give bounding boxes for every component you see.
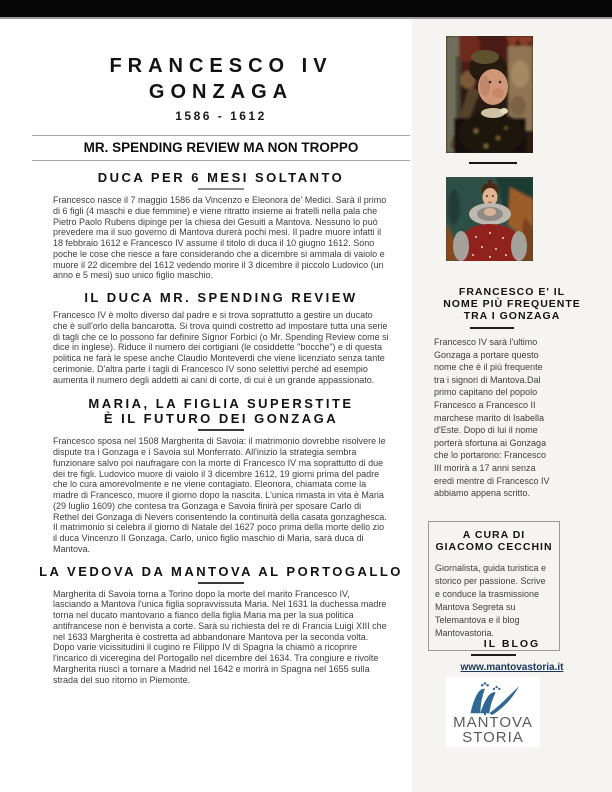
section-body-vedova: Margherita di Savoia torna a Torino dopo la morte del marito Francesco IV, lasciando a Mantova l'unica figlia sopravvissuta Maria. Nel 1631 la duchessa madre torna nel ducato mantovano a fianco della figlia Maria ma per la sua politica antifrancese non è benvista a corte. Sarà su richiesta del re di Francia Luigi XIII che nel 1633 Margherita è costretta ad abbandonare Mantova per la seconda volta. Dopo varie vicissitudini il cugino re Filippo IV di Spagna la chiamò a ricoprire l'incarico di viceregina del Portogallo nel dicembre del 1634. Tra congiure e rivolte Margherita riuscì a tornare a Madrid nel 1642 e morirà in Spagna nel 1655 sulla strada del suo ritorno in Piemonte. bbox=[53, 588, 387, 685]
section-heading-duca-6-mesi: DUCA PER 6 MESI SOLTANTO bbox=[97, 170, 345, 185]
page-title-line1: FRANCESCO IV bbox=[109, 55, 333, 77]
logo-text-line1: MANTOVA bbox=[453, 714, 533, 731]
main-article-column bbox=[32, 53, 410, 685]
sidebar-heading-underline bbox=[470, 327, 514, 329]
title-years: 1586 - 1612 bbox=[175, 109, 267, 123]
young-duke-portrait-image bbox=[446, 36, 533, 153]
page-title-line2: GONZAGA bbox=[148, 81, 294, 103]
top-black-bar bbox=[0, 0, 612, 19]
section-body-duca-6-mesi: Francesco nasce il 7 maggio 1586 da Vincenzo e Eleonora de' Medici. Sarà il primo di 6 figli (4 maschi e due femmine) e viene ritratto insieme ai fratelli nella pala che Pietro Paolo Rubens dipinge per la chiesa dei Gesuiti a Mantova. Nessuno lo può prevedere ma il suo governo di Mantova durerà pochi mesi. Il padre muore infatti il 18 febbraio 1612 e Francesco IV assume il titolo di duca il 10 giugno 1612. Sono poche le cose che riesce a fare considerando che a dicembre si ammala di vaiolo e muore il 22 dicembre del 1612 vedendo morire il 3 dicembre il piccolo Ludovico (un anno e 5 mesi) suo unico figlio maschio. bbox=[53, 195, 387, 281]
sidebar-heading bbox=[412, 286, 612, 322]
sidebar-heading-line1: FRANCESCO E' IL bbox=[458, 286, 566, 298]
mantovastoria-logo bbox=[446, 677, 540, 747]
section-heading-maria-line2: È IL FUTURO DEI GONZAGA bbox=[103, 411, 339, 427]
credits-body: Giornalista, guida turistica e storico per passione. Scrive e conduce la trasmissione Mantova Segreta su Telemantova e il blog Mantovastoria. bbox=[435, 563, 547, 638]
section-body-spending-review: Francesco IV è molto diverso dal padre e si trova soprattutto a gestire un ducato che è sull'orlo della bancarotta. Si trova quindi costretto ad impostare tutta una serie di tagli che ce lo possono far definire Signor Forbici (o Mr. Spending Review come si dice in inglese). Riduce il numero dei cortigiani (le cosiddette "bocche") e di questa politica ne farà le spese anche Claudio Monteverdi che viene licenziato senza tante cerimonie. D'altra parte i tagli di Francesco IV sono selettivi perché ad esempio aumenta il numero degli addetti ai cani di corte, di cui è un grande appassionato. bbox=[53, 310, 389, 385]
section-heading-spending-review: IL DUCA MR. SPENDING REVIEW bbox=[84, 290, 358, 305]
sidebar-body: Francesco IV sarà l'ultimo Gonzaga a portare questo nome che è il più frequente tra i signori di Mantova.Dal primo capitano del popolo Francesco a Francesco II marchese marito di Isabella d'Este. Dopo di lui il nome porterà sfortuna ai Gonzaga che lo portarono: Francesco III morirà a 17 anni senza eredi mentre di Francesco IV abbiamo appena scritto. bbox=[434, 337, 550, 499]
heading-underline bbox=[198, 188, 244, 190]
credits-title-line2: GIACOMO CECCHIN bbox=[435, 540, 553, 553]
subtitle-band-text: MR. SPENDING REVIEW MA NON TROPPO bbox=[83, 140, 359, 155]
blog-label-underline bbox=[471, 654, 516, 656]
section-heading-vedova: LA VEDOVA DA MANTOVA AL PORTOGALLO bbox=[39, 563, 403, 579]
logo-text-line2: STORIA bbox=[462, 729, 524, 746]
section-heading-maria bbox=[32, 396, 410, 426]
credits-title-line1: A CURA DI bbox=[462, 529, 526, 541]
sidebar-heading-line3: TRA I GONZAGA bbox=[463, 310, 561, 322]
mantovastoria-m-icon bbox=[462, 679, 524, 715]
subtitle-band bbox=[32, 135, 410, 161]
credits-box bbox=[428, 521, 560, 651]
heading-underline bbox=[198, 429, 244, 431]
sidebar-heading-line2: NOME PIÙ FREQUENTE bbox=[443, 298, 581, 310]
credits-title bbox=[435, 530, 553, 553]
section-body-maria: Francesco sposa nel 1508 Margherita di Savoia: il matrimonio dovrebbe risolvere le dispute tra i Gonzaga e i Savoia sul Monferrato. All'inizio la strategia sembra funzionare salvo poi naufragare con la morte di Francesco IV ma soprattutto di due dei tre figli. Ludovico muore di vaiolo il 3 dicembre 1612, 19 giorni prima del padre che lo cura amorevolmente e ne viene contagiato. Eleonora, chiamata come la madre di Francesco, muore il giorno dopo la nascita. L'unica rimasta in vita è Maria (29 luglio 1609) che contesa tra Gonzaga e Savoia finirà per sposare Carlo di Rethel dei Gonzaga di Nevers consentendo la continuità della casata gonzaghesca. Il matrimonio si celebra il giorno di Natale del 1627 poco prima della morte dello zio il duca Vincenzo II Gonzaga. Carlo, unico figlio maschio di Maria, sarà duca di Mantova. bbox=[53, 436, 387, 554]
heading-underline bbox=[198, 582, 244, 584]
blog-link[interactable]: www.mantovastoria.it bbox=[460, 662, 564, 673]
section-heading-maria-line1: MARIA, LA FIGLIA SUPERSTITE bbox=[88, 396, 354, 412]
blog-label: IL BLOG bbox=[483, 638, 541, 650]
duchess-ruff-portrait-image bbox=[446, 177, 533, 261]
portrait-divider-line bbox=[469, 162, 517, 164]
page-title bbox=[32, 53, 410, 105]
